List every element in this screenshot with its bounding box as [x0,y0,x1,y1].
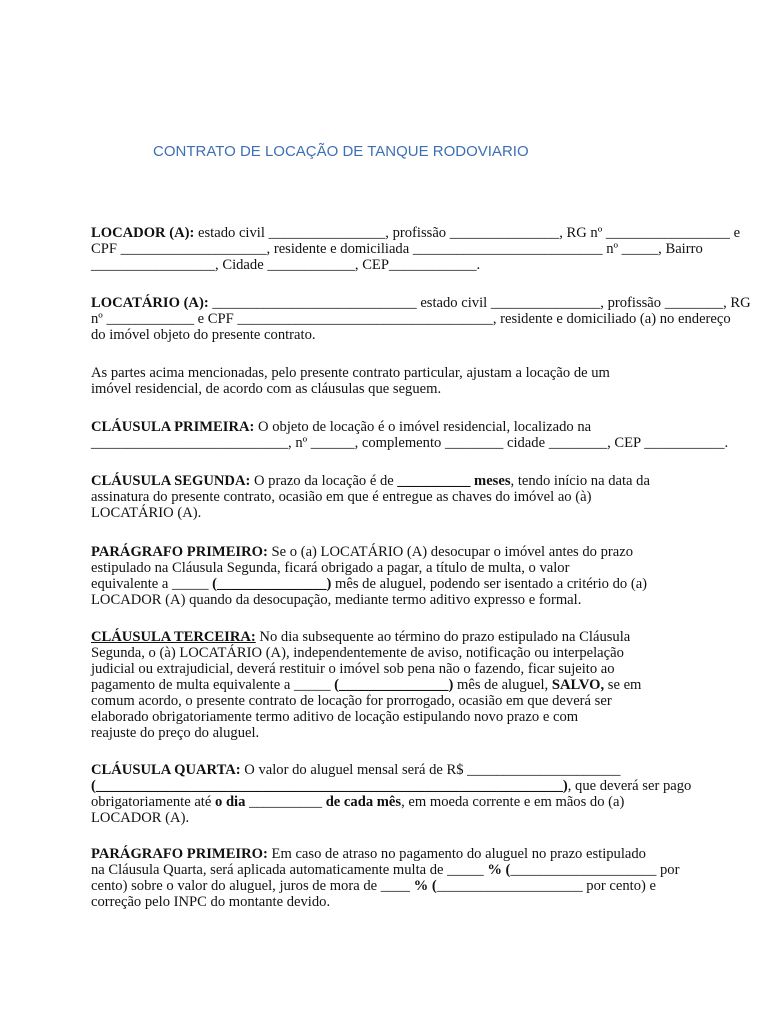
clausula-segunda-line-2: assinatura do presente contrato, ocasião em que é entregue as chaves do imóvel ao (à) [91,489,592,505]
clausula-primeira-line-2: ___________________________, nº ______, complemento ________ cidade ________, CEP ___________. [91,435,729,451]
paragrafo-primeiro-1-text-1: Se o (a) LOCATÁRIO (A) desocupar o imóvel antes do prazo [267,544,634,560]
clausula-segunda-line-3: LOCATÁRIO (A). [91,505,202,521]
paragrafo-primeiro-2-line-2 [91,862,681,878]
paragrafo-primeiro-2-percent-2: % ( [413,878,437,894]
document-title: CONTRATO DE LOCAÇÃO DE TANQUE RODOVIARIO [153,143,529,160]
paragrafo-primeiro-2-text-2b: por [656,862,680,878]
clausula-terceira-line-2: Segunda, o (à) LOCATÁRIO (A), independentemente de aviso, notificação ou interpelação [91,645,624,661]
paragrafo-primeiro-1-line-4: LOCADOR (A) quando da desocupação, mediante termo aditivo expresso e formal. [91,592,582,608]
clausula-quarta-day-blank: __________ [245,794,326,810]
locatario-line-2: nº ____________ e CPF ___________________________________, residente e domiciliado (a) no endereço [91,311,731,327]
paragrafo-primeiro-1-text-3b: mês de aluguel, podendo ser isentado a critério do (a) [331,576,648,592]
clausula-segunda-line-1 [91,473,681,489]
paragrafo-primeiro-1-text-3a: equivalente a _____ [91,576,213,592]
clausula-quarta-text-1: O valor do aluguel mensal será de R$ _____________________ [240,762,621,778]
paragrafo-primeiro-2-blank-2: ____________________ [436,878,583,894]
clausula-terceira-text-4b: mês de aluguel, [453,677,552,693]
clausula-segunda-text-1a: O prazo da locação é de [250,473,398,489]
paragrafo-primeiro-1-line-2: estipulado na Cláusula Segunda, ficará obrigado a pagar, a título de multa, o valor [91,560,570,576]
paragrafo-primeiro-2-text-3b: por cento) e [582,878,656,894]
clausula-quarta-text-3b: , em moeda corrente e em mãos do (a) [401,794,625,810]
locatario-line-1 [91,295,751,311]
clausula-primeira-section [91,419,729,451]
clausula-quarta-line-4: LOCADOR (A). [91,810,190,826]
paragrafo-primeiro-1-section [91,544,681,608]
paragrafo-primeiro-2-line-1 [91,846,681,862]
clausula-terceira-line-3: judicial ou extrajudicial, deverá restituir o imóvel sob pena não o fazendo, ficar sujeito ao [91,661,615,677]
paragrafo-primeiro-1-line-1 [91,544,681,560]
locatario-line-3: do imóvel objeto do presente contrato. [91,327,316,343]
clausula-terceira-section [91,629,681,741]
paragrafo-primeiro-2-percent-1: % ( [487,862,511,878]
locatario-label: LOCATÁRIO (A): [91,295,209,311]
partes-line-2: imóvel residencial, de acordo com as cláusulas que seguem. [91,381,442,397]
clausula-terceira-line-1 [91,629,681,645]
locador-line-1 [91,225,741,241]
paragrafo-primeiro-2-blank-1: ____________________ [510,862,657,878]
clausula-segunda-blank: __________ [397,473,471,489]
clausula-primeira-text-1: O objeto de locação é o imóvel residencial, localizado na [254,419,592,435]
partes-section [91,365,681,397]
clausula-primeira-line-1 [91,419,681,435]
paragrafo-primeiro-1-blank: (_______________) [212,576,332,592]
clausula-terceira-label: CLÁUSULA TERCEIRA: [91,629,256,645]
locador-line-3: _________________, Cidade ____________, CEP____________. [91,257,481,273]
clausula-quarta-label: CLÁUSULA QUARTA: [91,762,241,778]
paragrafo-primeiro-2-text-2a: na Cláusula Quarta, será aplicada automaticamente multa de _____ [91,862,488,878]
paragrafo-primeiro-2-section [91,846,681,910]
clausula-terceira-text-4c: se em [604,677,642,693]
clausula-quarta-line-1 [91,762,681,778]
clausula-terceira-text-4a: pagamento de multa equivalente a _____ [91,677,335,693]
locador-label: LOCADOR (A): [91,225,195,241]
locador-line-2: CPF ____________________, residente e domiciliada __________________________ nº _____, Bairro [91,241,703,257]
paragrafo-primeiro-2-text-1: Em caso de atraso no pagamento do aluguel no prazo estipulado [267,846,646,862]
paragrafo-primeiro-2-line-3 [91,878,681,894]
clausula-quarta-line-3 [91,794,681,810]
paragrafo-primeiro-1-label: PARÁGRAFO PRIMEIRO: [91,544,268,560]
clausula-segunda-section [91,473,681,521]
clausula-terceira-line-6: elaborado obrigatoriamente termo aditivo de locação estipulando novo prazo e com [91,709,579,725]
clausula-segunda-meses: meses [470,473,511,489]
clausula-terceira-line-5: comum acordo, o presente contrato de locação for prorrogado, ocasião em que deverá ser [91,693,612,709]
paragrafo-primeiro-1-line-3 [91,576,681,592]
clausula-terceira-text-1: No dia subsequente ao término do prazo estipulado na Cláusula [255,629,631,645]
clausula-quarta-line-2 [91,778,692,794]
clausula-terceira-line-4 [91,677,681,693]
locatario-section [91,295,751,343]
clausula-terceira-salvo: SALVO, [551,677,605,693]
clausula-quarta-de-cada-mes: de cada mês [325,794,402,810]
clausula-quarta-blank: (________________________________________________________________) [91,778,568,794]
paragrafo-primeiro-2-text-3a: cento) sobre o valor do aluguel, juros de mora de ____ [91,878,414,894]
clausula-terceira-line-7: reajuste do preço do aluguel. [91,725,260,741]
clausula-primeira-label: CLÁUSULA PRIMEIRA: [91,419,255,435]
partes-line-1: As partes acima mencionadas, pelo presente contrato particular, ajustam a locação de um [91,365,610,381]
paragrafo-primeiro-2-label: PARÁGRAFO PRIMEIRO: [91,846,268,862]
clausula-segunda-label: CLÁUSULA SEGUNDA: [91,473,251,489]
locador-section [91,225,741,273]
paragrafo-primeiro-2-line-4: correção pelo INPC do montante devido. [91,894,331,910]
locatario-text-1: ____________________________ estado civil _______________, profissão ________, RG [208,295,751,311]
clausula-quarta-o-dia: o dia [215,794,246,810]
clausula-quarta-text-2b: , que deverá ser pago [567,778,692,794]
clausula-terceira-blank: (_______________) [334,677,454,693]
locador-text-1: estado civil ________________, profissão _______________, RG nº _________________ e [194,225,741,241]
clausula-segunda-text-1b: , tendo início na data da [510,473,650,489]
clausula-quarta-text-3a: obrigatoriamente até [91,794,215,810]
clausula-quarta-section [91,762,692,826]
